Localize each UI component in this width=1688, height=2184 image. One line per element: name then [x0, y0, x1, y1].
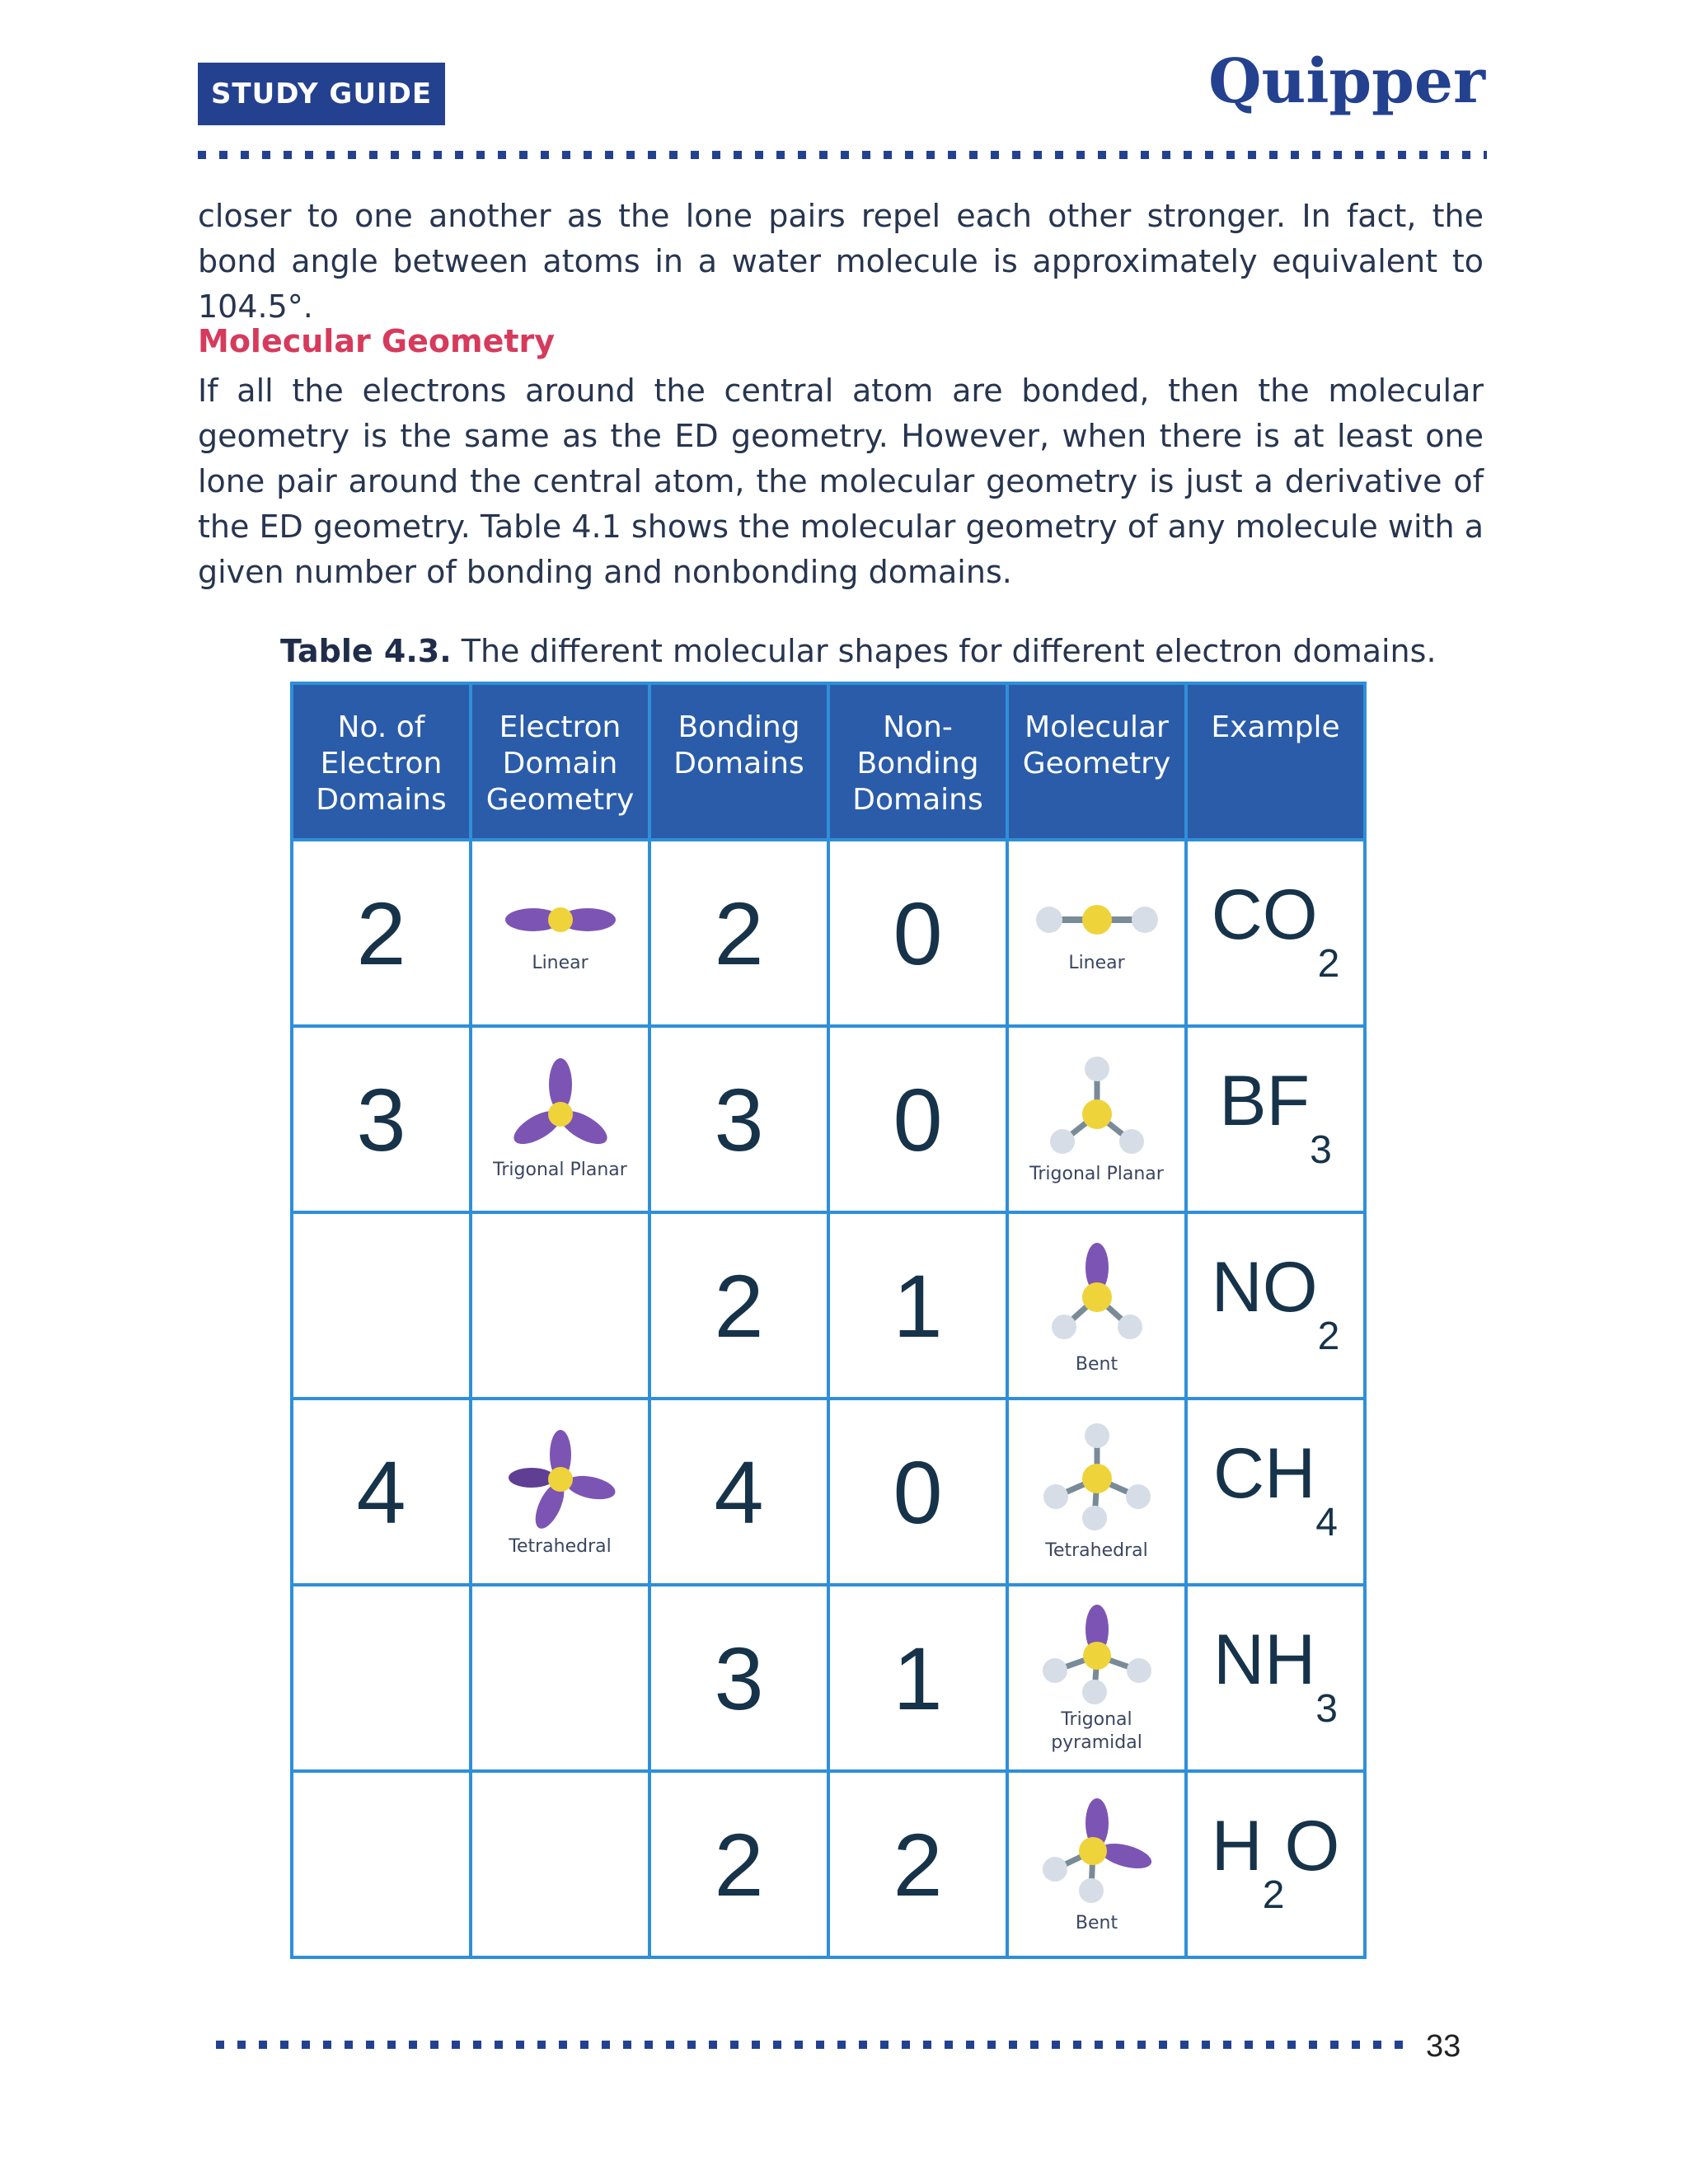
table-row	[292, 1585, 1365, 1771]
molecular-geometry-cell	[1007, 1026, 1186, 1212]
quipper-logo: Quipper	[1208, 46, 1485, 117]
table-caption-text: The different molecular shapes for different electron domains.	[451, 633, 1437, 669]
study-guide-badge: STUDY GUIDE	[198, 63, 445, 125]
ed-geometry-cell	[471, 1771, 649, 1957]
bonding-cell	[649, 1585, 828, 1771]
bonding-count: 3	[714, 1069, 764, 1169]
table-row	[292, 1399, 1365, 1585]
formula-main: CH	[1213, 1433, 1316, 1513]
intro-paragraph: closer to one another as the lone pairs repel each other stronger. In fact, the bond angle between atoms in a water molecule is approximately equivalent to 104.5°.	[198, 198, 1484, 325]
header-molecular-geometry: Molecular Geometry	[1007, 683, 1186, 840]
ed-count-cell	[292, 1026, 471, 1212]
ed-count-cell	[292, 1585, 471, 1771]
nonbonding-cell	[828, 1585, 1007, 1771]
bonding-cell	[649, 1399, 828, 1585]
ed-geometry-cell	[471, 1585, 649, 1771]
bent-molecule-icon	[1039, 1235, 1155, 1350]
molecular-geometry-label: Trigonal Planar	[1029, 1164, 1164, 1184]
bonding-count: 2	[714, 883, 764, 983]
tetrahedral-molecule-icon	[1035, 1421, 1159, 1536]
ed-count-cell	[292, 1399, 471, 1585]
tetrahedral-electron-domain-icon	[499, 1425, 622, 1532]
ed-count: 4	[356, 1441, 406, 1542]
nonbonding-count: 1	[893, 1255, 943, 1356]
formula-subscript: 3	[1315, 1686, 1338, 1731]
nonbonding-cell	[828, 1771, 1007, 1957]
header-nonbonding-domains: Non-Bonding Domains	[828, 683, 1007, 840]
ed-geometry-cell	[471, 1399, 649, 1585]
example-cell	[1186, 840, 1365, 1026]
trigonal-planar-molecule-icon	[1039, 1052, 1155, 1160]
nonbonding-count: 0	[893, 883, 943, 983]
formula-subscript: 3	[1310, 1127, 1332, 1172]
molecular-geometry-cell	[1007, 840, 1186, 1026]
molecular-geometry-label: Bent	[1075, 1913, 1118, 1933]
ed-count: 2	[356, 883, 406, 983]
header-ed-geometry: Electron Domain Geometry	[471, 683, 649, 840]
ed-count-cell	[292, 1771, 471, 1957]
table-row	[292, 1026, 1365, 1212]
formula-subscript: 2	[1317, 1314, 1340, 1358]
bonding-cell	[649, 840, 828, 1026]
molecular-geometry-label: Trigonal pyramidal	[1051, 1709, 1142, 1753]
molecular-geometry-cell	[1007, 1212, 1186, 1399]
bonding-cell	[649, 1771, 828, 1957]
table-row	[292, 1212, 1365, 1399]
nonbonding-count: 0	[893, 1441, 943, 1542]
ed-geometry-cell	[471, 1026, 649, 1212]
header-divider	[198, 151, 1487, 159]
trigonal-planar-electron-domain-icon	[503, 1057, 618, 1155]
linear-molecule-icon	[1031, 891, 1163, 949]
ed-geometry-label: Linear	[532, 953, 588, 973]
molecular-geometry-cell	[1007, 1771, 1186, 1957]
nonbonding-count: 0	[893, 1069, 943, 1169]
linear-electron-domain-icon	[499, 891, 622, 949]
formula-main: NO	[1211, 1247, 1318, 1327]
formula-subscript: 4	[1315, 1500, 1338, 1544]
bonding-cell	[649, 1212, 828, 1399]
example-formula	[1213, 1619, 1338, 1731]
trigonal-pyramidal-molecule-icon	[1035, 1601, 1159, 1708]
formula-subscript: 2	[1262, 1872, 1285, 1917]
ed-count: 3	[356, 1069, 406, 1169]
molecular-geometry-label: Tetrahedral	[1045, 1540, 1148, 1561]
formula-main: NH	[1213, 1619, 1316, 1699]
molecular-geometry-cell	[1007, 1399, 1186, 1585]
nonbonding-count: 2	[893, 1814, 943, 1915]
ed-count-cell	[292, 1212, 471, 1399]
formula-subscript: 2	[1317, 941, 1340, 986]
example-cell	[1186, 1212, 1365, 1399]
header-example: Example	[1186, 683, 1365, 840]
bonding-count: 3	[714, 1628, 764, 1728]
example-formula	[1211, 1806, 1340, 1917]
bonding-count: 2	[714, 1814, 764, 1915]
formula-suffix: O	[1284, 1806, 1340, 1886]
example-formula	[1219, 1061, 1332, 1172]
example-cell	[1186, 1585, 1365, 1771]
molecular-geometry-label: Linear	[1068, 953, 1125, 973]
ed-count-cell	[292, 840, 471, 1026]
header-electron-domains: No. of Electron Domains	[292, 683, 471, 840]
page-number: 33	[1426, 2029, 1461, 2064]
nonbonding-cell	[828, 1026, 1007, 1212]
nonbonding-cell	[828, 1212, 1007, 1399]
ed-geometry-cell	[471, 1212, 649, 1399]
footer-divider	[216, 2041, 1403, 2049]
example-cell	[1186, 1399, 1365, 1585]
table-row	[292, 1771, 1365, 1957]
example-formula	[1213, 1433, 1338, 1544]
bonding-cell	[649, 1026, 828, 1212]
formula-main: BF	[1219, 1061, 1311, 1141]
ed-geometry-label: Tetrahedral	[509, 1536, 612, 1557]
molecular-shapes-table	[290, 682, 1367, 1959]
nonbonding-cell	[828, 840, 1007, 1026]
nonbonding-cell	[828, 1399, 1007, 1585]
table-caption-label: Table 4.3.	[280, 633, 452, 669]
bonding-count: 4	[714, 1441, 764, 1542]
ed-geometry-label: Trigonal Planar	[493, 1160, 627, 1180]
formula-main: CO	[1211, 874, 1318, 954]
molecular-geometry-cell	[1007, 1585, 1186, 1771]
molecular-geometry-label: Bent	[1075, 1354, 1118, 1375]
bent-water-molecule-icon	[1035, 1793, 1159, 1909]
table-row	[292, 840, 1365, 1026]
example-formula	[1211, 874, 1340, 986]
example-cell	[1186, 1026, 1365, 1212]
ed-geometry-cell	[471, 840, 649, 1026]
formula-main: H	[1211, 1806, 1263, 1886]
table-caption	[280, 633, 1437, 669]
bonding-count: 2	[714, 1255, 764, 1356]
example-cell	[1186, 1771, 1365, 1957]
section-heading: Molecular Geometry	[198, 323, 556, 359]
table-header-row	[292, 683, 1365, 840]
body-paragraph: If all the electrons around the central atom are bonded, then the molecular geometry is the same as the ED geometry. However, when there is at least one lone pair around the central atom, the molecular geometry is just a derivative of the ED geometry. Table 4.1 shows the molecular geometry of any molecule with a given number of bonding and nonbonding domains.	[198, 373, 1484, 590]
example-formula	[1211, 1247, 1340, 1358]
nonbonding-count: 1	[893, 1628, 943, 1728]
header-bonding-domains: Bonding Domains	[649, 683, 828, 840]
